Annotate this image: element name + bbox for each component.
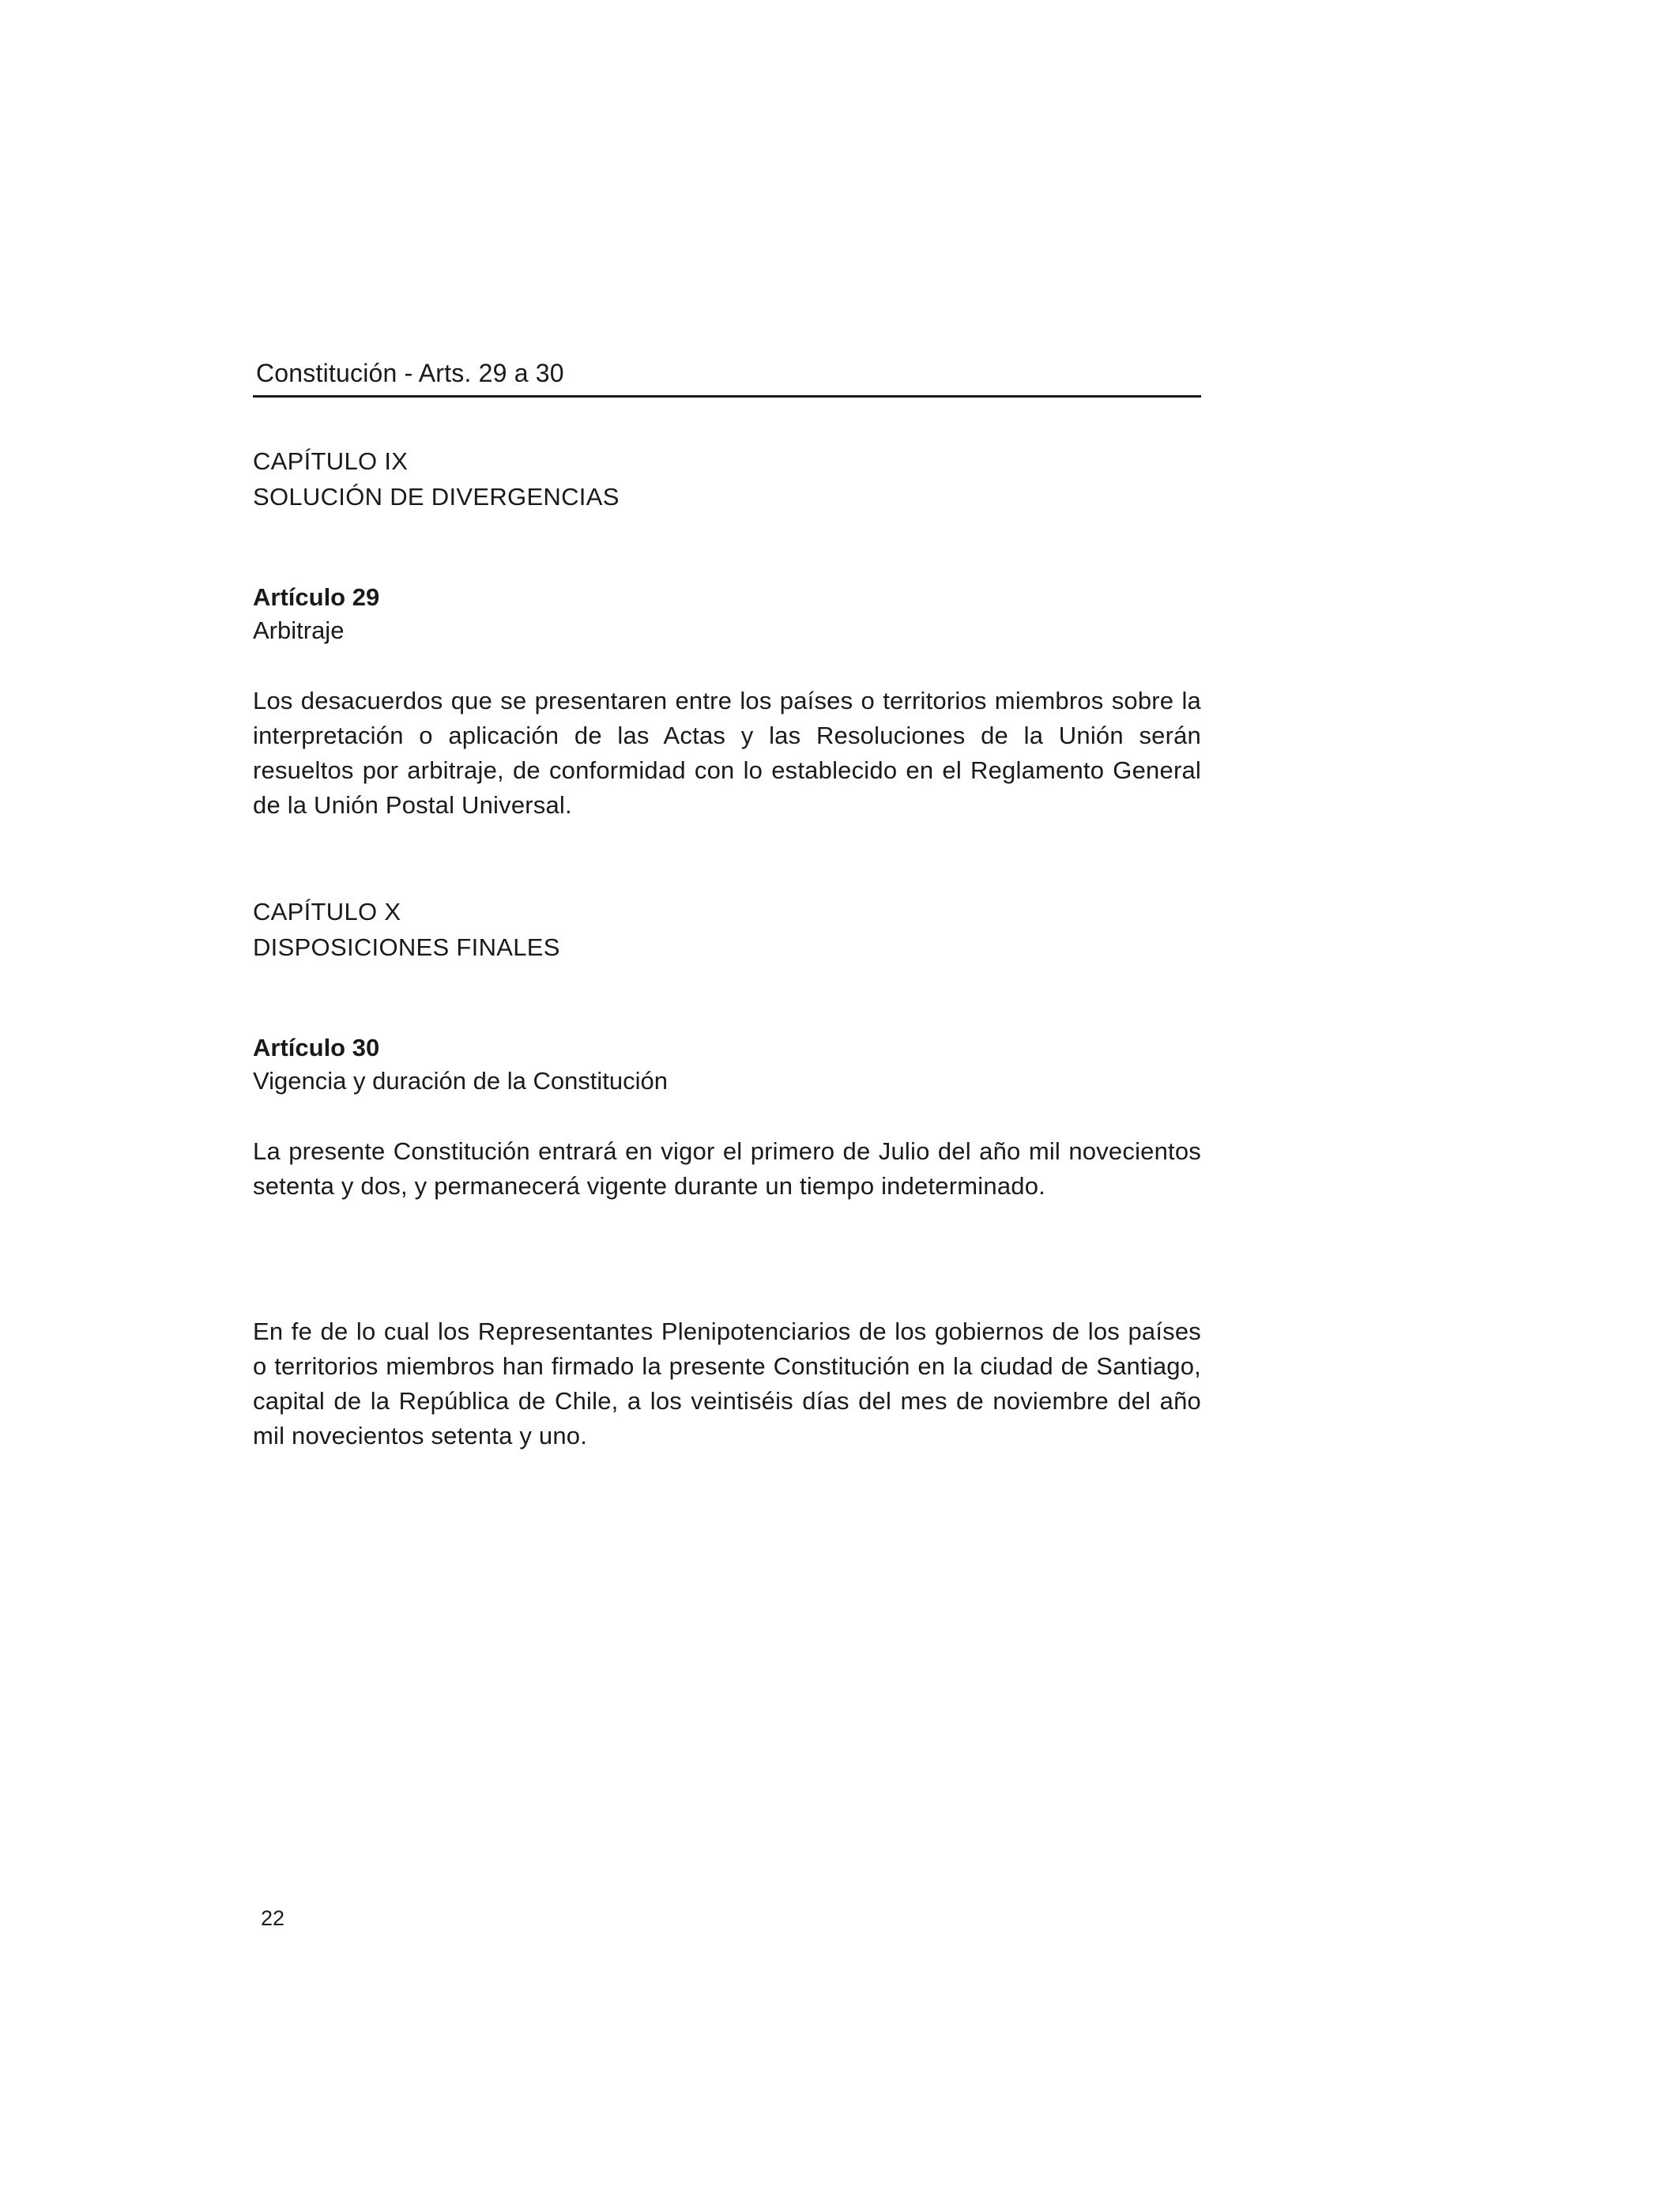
chapter-x-number: CAPÍTULO X (253, 898, 401, 925)
article-30-subtitle: Vigencia y duración de la Constitución (253, 1067, 669, 1095)
chapter-ix-number: CAPÍTULO IX (253, 447, 409, 475)
chapter-x-heading (253, 894, 1201, 965)
chapter-ix-heading (253, 443, 1201, 515)
page-content (253, 357, 1201, 1453)
page-number: 22 (261, 1906, 285, 1930)
closing-paragraph: En fe de lo cual los Representantes Plenipotenciarios de los gobiernos de los países o territorios miembros han firmado la presente Constitución en la ciudad de Santiago, capital de la República de Chile, a los veintiséis días del mes de noviembre del año mil novecientos setenta y uno. (253, 1318, 1201, 1449)
article-30-title: Artículo 30 (253, 1034, 380, 1061)
article-29-text: Los desacuerdos que se presentaren entre los países o territorios miembros sobre la interpretación o aplicación de las Actas y las Resoluciones de la Unión serán resueltos por arbitraje, de conformidad con lo establecido en el Reglamento General de la Unión Postal Universal. (253, 687, 1201, 819)
article-29-subtitle: Arbitraje (253, 616, 345, 644)
article-29-title: Artículo 29 (253, 583, 380, 611)
chapter-x-title: DISPOSICIONES FINALES (253, 933, 560, 961)
running-header: Constitución - Arts. 29 a 30 (253, 357, 1201, 398)
article-30-text: La presente Constitución entrará en vigor el primero de Julio del año mil novecientos setenta y dos, y permanecerá vigente durante un tiempo indeterminado. (253, 1137, 1201, 1200)
chapter-ix-title: SOLUCIÓN DE DIVERGENCIAS (253, 483, 620, 511)
